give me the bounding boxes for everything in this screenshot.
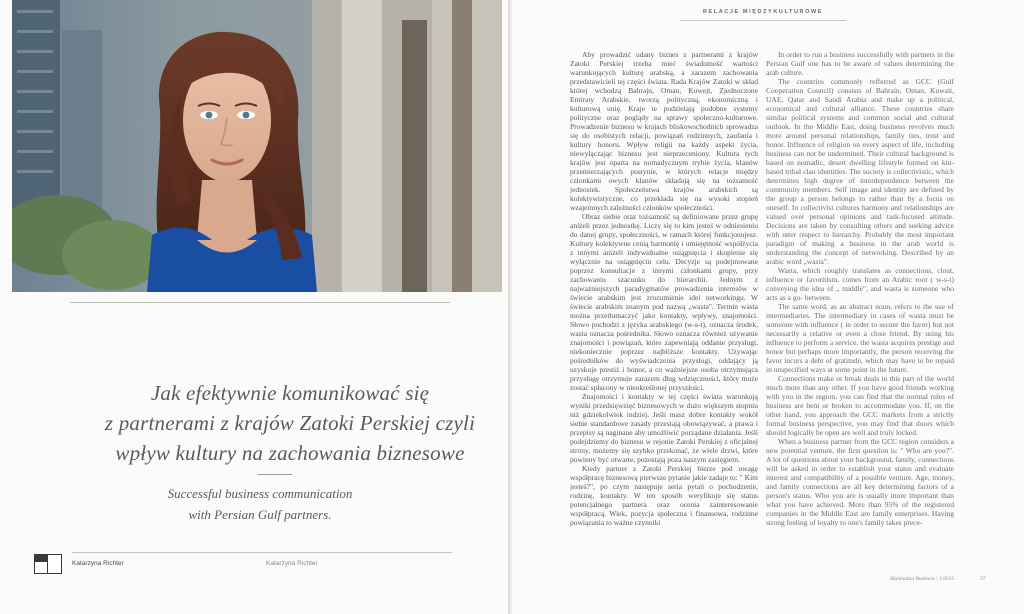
subtitle-line: Successful business communication bbox=[167, 486, 353, 501]
paragraph: Connections make or break deals in this part of the world much more than any other. If you have good friends working with you in the region, you can find that the normal rules of business are bent or broken to accommodate you. If, on the other hand, you approach the GCC markets from a strictly formal business perspective, you may find that doors which should logically be open are well and truly locked. bbox=[766, 374, 954, 437]
publication-footer: Manhattan Business | 1/2015 bbox=[890, 576, 955, 582]
left-page bbox=[0, 0, 508, 614]
paragraph: Kiedy partner z Zatoki Perskiej bierze pod uwagę współpracę biznesową pierwsze pytanie jakie zadaje to: " Kim jesteś?", po czym następuje seria pytań o pochodzenie, rodzinę, kontakty. W ten sposób weryfikuje się status potencjalnego partnera oraz ocenia zainteresowanie współpracą. Wiek, pozycja społeczna i finansowa, rodzinne powiązania to ważne czynniki bbox=[570, 464, 758, 527]
paragraph: Obraz siebie oraz tożsamość są definiowane przez grupę aniżeli przez jednostkę. Liczy się to kim jesteś w odniesieniu do danej grupy, społeczności, w ramach której funkcjonujesz. Kultury kolektywne cenią harmonię i umiejętność współżycia z innymi aniżeli indywidualne osiągnięcia i skupienie się wyłącznie na osiągnięciu celu. Decyzje są podejmowane poprzez konsultacje z innymi członkami grupy, przy zachowaniu szacunku do hierarchii. Jednym z najważniejszych paradygmatów prowadzenia interesów w świecie arabskim jest zrozumienie idei networkingu. W świecie arabskim znanym pod nazwą „wasta". Termin wasta można przetłumaczyć jako kontakty, wpływy, znajomości. Słowo pochodzi z języka arabskiego (w-s-t), oznacza środek, wasta oznacza pośrednika. Słowo oznacza również używanie znajomości i powiązań, które zapewniają oddanie przysługi, niekoniecznie poprzez najbliższe kontakty. Używając pośredników do wyświadczenia przysługi, oddający ją uzyskuje prestiż i honor, a co ważniejsze osoba otrzymująca przysługę otrzymuje zarazem dług wdzięczności, który może zostać spłacony w nieokreślonej przyszłości. bbox=[570, 212, 758, 392]
page-number: 37 bbox=[980, 576, 986, 582]
paragraph: Aby prowadzić udany biznes z partnerami z krajów Zatoki Perskiej trzeba mieć świadomość wartości warunkujących kulturę arabską, a zarazem zachowania przedstawicieli tej części świata. Rada Krajów Zatoki w skład której wchodzą Bahrajn, Oman, Kuwejt, Zjednoczone Emiraty Arabskie, tworzą polityczną, ekonomiczną i kulturową unię. Kraje te podzielają podobne systemy polityczne oraz poglądy na sprawy społeczno-kulturowe. Prowadzenie biznesu w krajach bliskowschodnich sprowadza się do osobistych relacji, powiązań rodzinnych, zaufania i kultury honoru. Wpływ religii na każdy aspekt życia, niewyłączając biznesu jest nieprzeceniony. Kultura tych krajów jest oparta na nomadycznym trybie życia, klanów przemierzających pustynie, w których relacje między członkami owych klanów składają się na tożsamość jednostek. Społeczeństwa krajów arabskich są kolektywistyczne, co przekłada się na wysoki stopień wzajemnych zależności członków społeczności. bbox=[570, 50, 758, 212]
paragraph: Wasta, which roughly translates as connections, clout, influence or favoritism, comes from an Arabic root ( w-s-t) conveying the idea of „ middle", and wasta is someone who acts as a go- between. bbox=[766, 266, 954, 302]
title-line: z partnerami z krajów Zatoki Perskiej czyli bbox=[104, 411, 476, 435]
paragraph: Znajomości i kontakty w tej części świata warunkują wyniki przedsięwzięć biznesowych w dużo większym stopniu niż gdziekolwiek indziej. Jeśli masz dobre kontakty wokół siebie standardowe zasady przestają obowiązywać, a prawa i przepisy są naginane aby umożliwić porządane działania. Jeśli podejdziemy do biznesu w rejonie Zatoki Perskiej z oficjalnej strony, możemy się szybko przekonać, że wiele drzwi, które powinny być otwarte, pozostają poza naszym zasięgiem. bbox=[570, 392, 758, 464]
paragraph: The countries commonly refferred as GCC (Gulf Cooperation Council) consists of Bahrain, Oman, Kuwait, UAE, Qatar and Saudi Arabia and make up a political, economical and cultural alliance. These countries share similar political systems and common social and cultural outlook. In the Middle East, doing business revolves much more around personal relationships, family ties, trust and honor. Influence of religion on every aspect of life, including business can not be undermined. Their cultural background is based on nomadic, desert dwelling lifestyle formed on kin-based tribal clan identities. The society is collectivistic, which determines high degree of interdependence between the community members. Self image and identity are defined by the group a person belongs to rather than by a focus on oneself. In collectivist cultures harmony and relationships are valued over personal opinions and task-focused attitude. Decisions are taken by consulting others and seeking advice with utter respect to hierarchy. Probably the most important paradigm of making a business in the arab world is understanding the concept of networking. Described by an arabic word „wasta". bbox=[766, 77, 954, 266]
paragraph: In order to run a business successfully with partners in the Persian Gulf one has to be aware of values determining the arab culture. bbox=[766, 50, 954, 77]
top-divider bbox=[70, 302, 450, 303]
section-label: RELACJE MIĘDZYKULTUROWE bbox=[702, 9, 824, 15]
author-divider-en bbox=[266, 552, 452, 553]
author-name-en: Katarzyna Richter bbox=[266, 560, 318, 567]
title-line: Jak efektywnie komunikować się bbox=[150, 381, 430, 405]
portrait-photo bbox=[12, 0, 502, 292]
article-subtitle bbox=[150, 483, 370, 525]
section-rule bbox=[680, 20, 846, 21]
paragraph: When a business partner from the GCC region considers a new potential venture, the first question is: " Who are you?". A lot of questions about your background, family, connections will be asked in order to establish your status and evaluate interest and compatibility of a possible venture. Age, money, and family connections are all key determining factors of a person's status. Who you are is usually more important than what you have achieved. More than 95% of the registered companies in the Middle East are family enterprises. Having strong feeling of loyalty to one's family takes prece- bbox=[766, 437, 954, 527]
title-line: wpływ kultury na zachowania biznesowe bbox=[115, 441, 465, 465]
author-divider bbox=[72, 552, 290, 553]
article-title bbox=[70, 378, 510, 468]
subtitle-line: with Persian Gulf partners. bbox=[188, 507, 332, 522]
english-column bbox=[766, 50, 954, 560]
title-divider bbox=[258, 474, 292, 475]
author-name: Katarzyna Richter bbox=[72, 560, 124, 567]
magazine-logo-icon bbox=[34, 554, 62, 574]
polish-column bbox=[570, 50, 758, 560]
paragraph: The same word, as an abstract noun, refers to the use of intermediaries. The intermediary in cases of wasta must be someone with influence ( in order to secure the favor) but not necessarily a relative or even a close friend. By using his influence to perform a service, the wasta acquires prestige and honor but perhaps more importantly, the person receiving the favor incurs a debt of gratitude, which may have to be repaid in unspecified ways at some point in the future. bbox=[766, 302, 954, 374]
